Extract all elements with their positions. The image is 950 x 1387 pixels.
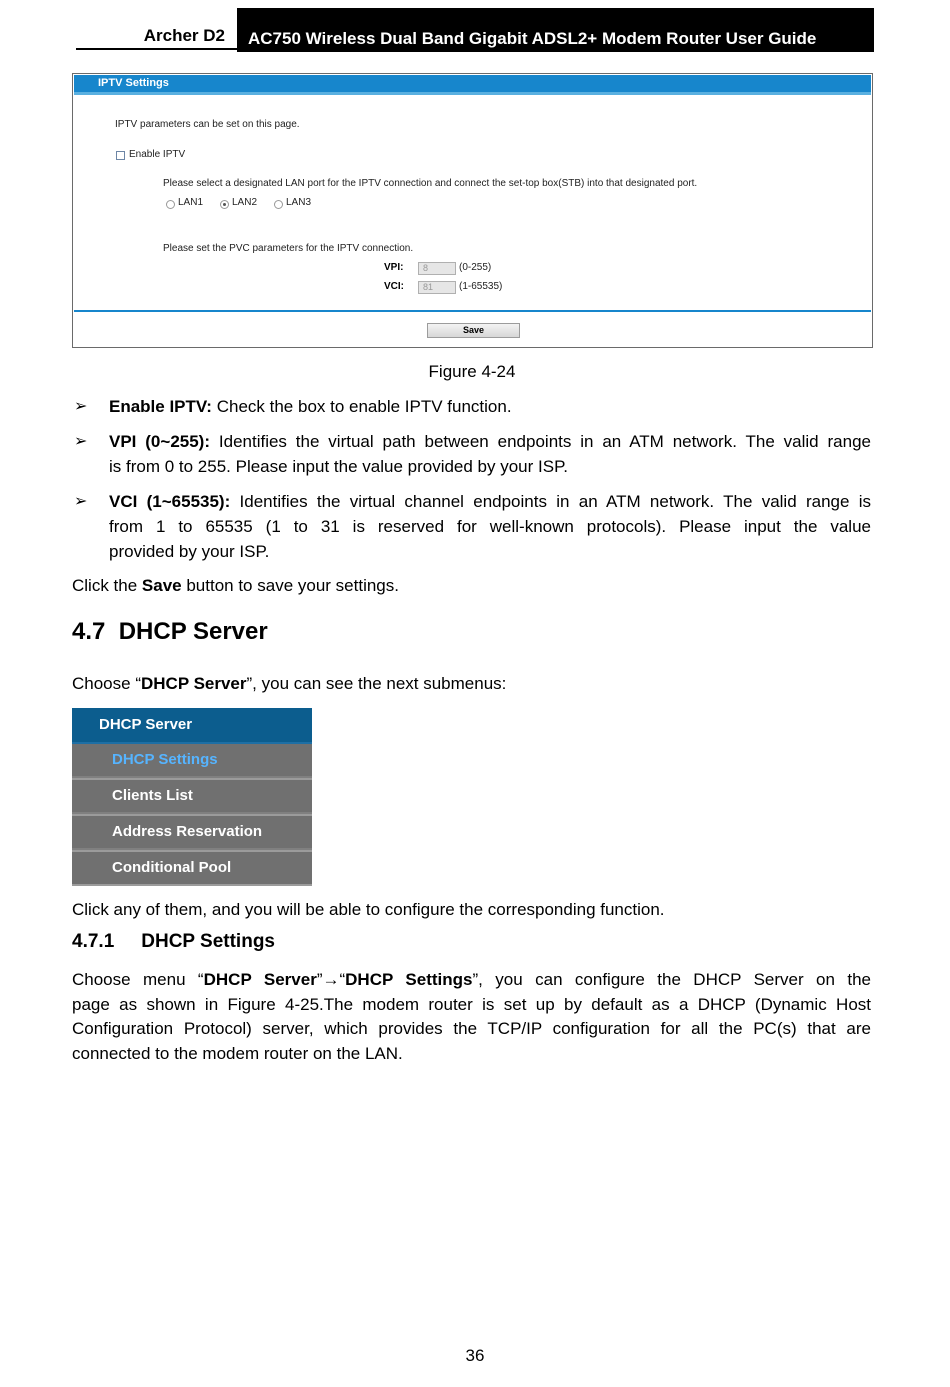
bullet-text: Check the box to enable IPTV function. [216,397,512,416]
subsection-number: 4.7.1 [72,931,115,952]
para-post: ”, you can configure the DHCP Server on the [472,970,872,989]
vpi-input[interactable]: 8 [418,262,456,275]
panel-title: IPTV Settings [98,77,169,89]
paragraph-line4: connected to the modem router on the LAN. [72,1044,403,1063]
menu-item-label: Clients List [112,787,193,804]
para-bold-dhcp-server: DHCP Server [203,970,317,989]
bullet-vci-line1 [109,490,871,515]
vci-label: VCI: [384,281,404,292]
enable-iptv-label: Enable IPTV [129,149,186,160]
page-number: 36 [465,1346,485,1365]
header-guide-title: AC750 Wireless Dual Band Gigabit ADSL2+ Modem Router User Guide [248,29,817,48]
bullet-text: Identifies the virtual channel endpoints in an ATM network. The valid range is [239,492,871,511]
choose-bold: DHCP Server [140,674,247,693]
bullet-vci-line3: provided by your ISP. [109,542,270,561]
section-number: 4.7 [72,618,106,645]
header-model-box [76,8,237,50]
subsection-heading [72,931,275,953]
choose-pre: Choose “ [72,674,141,693]
choose-post: ”, you can see the next submenus: [246,674,507,693]
menu-item-conditional-pool[interactable] [72,850,312,886]
paragraph-line2: page as shown in Figure 4-25.The modem router is set up by default as a DHCP (Dynamic Host [72,995,871,1014]
bullet-vpi-line1 [109,430,871,455]
paragraph-line1 [72,968,871,993]
save-note-bold: Save [141,576,182,595]
save-note-post: button to save your settings. [181,576,399,595]
enable-iptv-checkbox[interactable] [116,151,125,160]
panel-title-bar [74,75,871,92]
section-heading [72,618,268,646]
lan2-radio[interactable] [220,200,229,209]
menu-item-label: Conditional Pool [112,859,232,876]
bullet-marker: ➢ [74,433,88,450]
bullet-marker: ➢ [74,493,88,510]
lan2-label: LAN2 [232,197,258,208]
dhcp-server-menu [72,708,312,886]
lan-port-prompt: Please select a designated LAN port for the IPTV connection and connect the set-top box(STB) into that designated port. [163,178,698,189]
vci-input[interactable]: 81 [418,281,456,294]
bullet-term: Enable IPTV: [109,397,212,416]
save-button[interactable]: Save [427,323,520,338]
vci-range: (1-65535) [459,281,503,292]
bullet-vci-line2: from 1 to 65535 (1 to 31 is reserved for well-known protocols). Please input the value [109,517,871,536]
menu-item-clients-list[interactable] [72,778,312,812]
bullet-term: VCI (1~65535): [109,492,231,511]
menu-item-label: Address Reservation [112,823,263,840]
subsection-title: DHCP Settings [141,931,275,952]
menu-item-label: DHCP Settings [112,751,218,768]
click-any-text: Click any of them, and you will be able to configure the corresponding function. [72,900,665,919]
bullet-vpi-line2: is from 0 to 255. Please input the value provided by your ISP. [109,457,568,476]
menu-header-label: DHCP Server [99,716,193,733]
lan3-radio[interactable] [274,200,283,209]
para-bold-dhcp-settings: DHCP Settings [345,970,473,989]
panel-separator [74,310,871,312]
para-pre: Choose menu “ [72,970,204,989]
save-note [72,574,399,599]
choose-text [72,672,506,697]
menu-header-dhcp-server[interactable] [72,708,312,742]
menu-item-dhcp-settings[interactable] [72,742,312,776]
bullet-marker: ➢ [74,398,88,415]
vpi-label: VPI: [384,262,404,273]
save-note-pre: Click the [72,576,142,595]
para-arrow: ”→“ [316,970,346,989]
bullet-term: VPI (0~255): [109,432,211,451]
bullet-enable-iptv [109,395,512,420]
lan1-label: LAN1 [178,197,204,208]
iptv-settings-panel [72,73,873,348]
bullet-text: Identifies the virtual path between endpoints in an ATM network. The valid range [218,432,871,451]
menu-item-address-reservation[interactable] [72,814,312,848]
paragraph-line3: Configuration Protocol) server, which provides the TCP/IP configuration for all the PC(s) that are [72,1019,871,1038]
lan3-label: LAN3 [286,197,312,208]
pvc-prompt: Please set the PVC parameters for the IPTV connection. [163,243,414,254]
title-underline [74,92,871,95]
lan1-radio[interactable] [166,200,175,209]
vpi-range: (0-255) [459,262,492,273]
header-title-box [237,8,874,52]
section-title: DHCP Server [118,618,268,645]
iptv-intro: IPTV parameters can be set on this page. [115,119,300,130]
header-model: Archer D2 [143,26,225,45]
figure-caption: Figure 4-24 [428,362,516,381]
